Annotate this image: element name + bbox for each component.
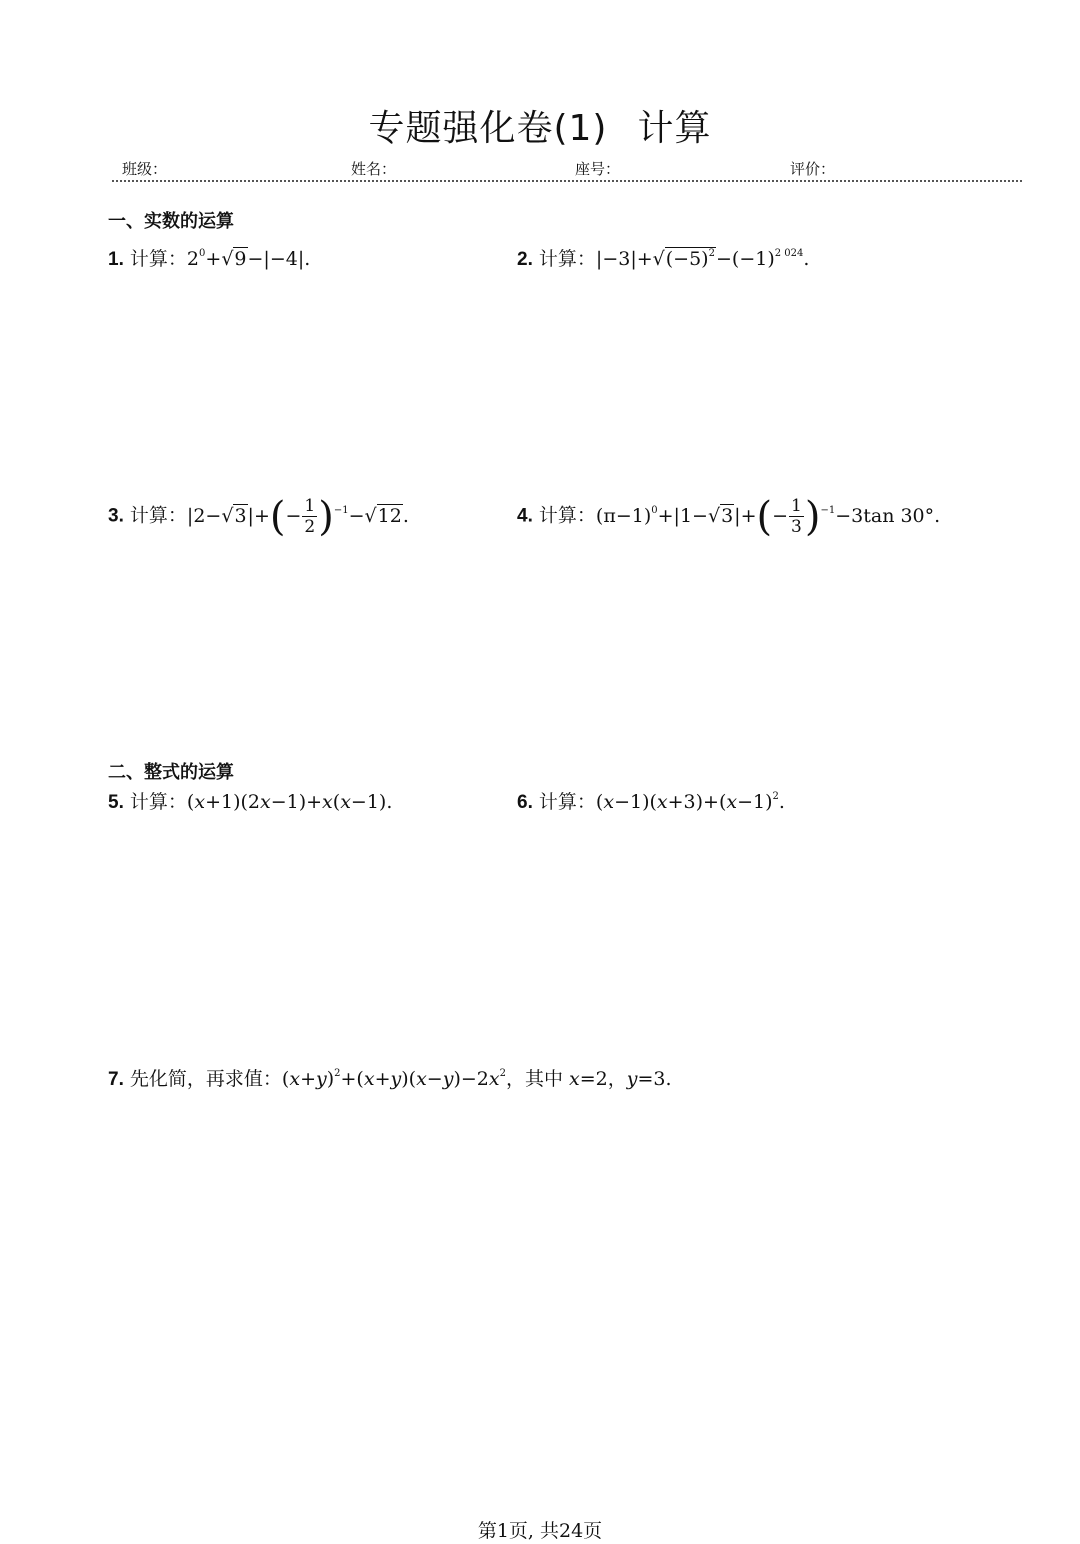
question-7-expression: $(x+y)^2+(x+y)(x-y)-2x^2$，其中 x=2，y=3. [281,1068,672,1090]
question-number: 7. [108,1069,124,1090]
section-heading-real-numbers: 一、实数的运算 [108,211,234,232]
question-label: 计算： [129,504,187,527]
question-3 [108,493,409,540]
name-field-label: 姓名： [351,160,397,178]
question-number: 5. [108,792,124,813]
header-divider [112,180,1022,182]
page-title [0,100,1080,151]
question-7 [108,1065,672,1094]
question-number: 3. [108,505,124,527]
evaluation-field-label: 评价： [790,160,836,178]
question-number: 1. [108,249,124,270]
question-label: 先化简，再求值： [129,1068,282,1090]
question-5 [108,788,392,817]
question-number: 6. [517,792,533,813]
question-number: 2. [517,249,533,270]
question-label: 计算： [129,248,187,270]
question-1 [108,245,310,274]
question-4-expression: $(\pi-1)^0+|1-√3|+(-$ $\frac{1}{3}$ )$^{-1}$−3tan 30°. [595,493,941,540]
question-3-expression: |2−√3|+(− $\frac{1}{2}$ )$^{-1}$−√12. [186,493,409,540]
title-sub: 计算 [637,108,712,149]
question-number: 4. [517,505,533,527]
question-2 [517,245,809,274]
question-2-expression: $|-3|+√(-5)^2-(-1)^{2 024}$. [595,248,810,270]
question-4 [517,493,941,540]
question-6-expression: $(x-1)(x+3)+(x-1)^2$. [595,791,785,813]
question-label: 计算： [538,791,596,813]
question-label: 计算： [538,248,596,270]
title-main: 专题强化卷(1) [368,108,608,149]
seat-field-label: 座号： [575,160,621,178]
question-label: 计算： [129,791,187,813]
page-footer: 第1页, 共24页 [477,1520,603,1542]
question-1-expression: $2^0+√9-|-4|$. [186,248,311,270]
class-field-label: 班级： [122,160,168,178]
question-5-expression: (x+1)(2x−1)+x(x−1). [186,791,393,813]
question-label: 计算： [538,504,596,527]
question-6 [517,788,785,817]
section-heading-polynomials: 二、整式的运算 [108,762,234,783]
